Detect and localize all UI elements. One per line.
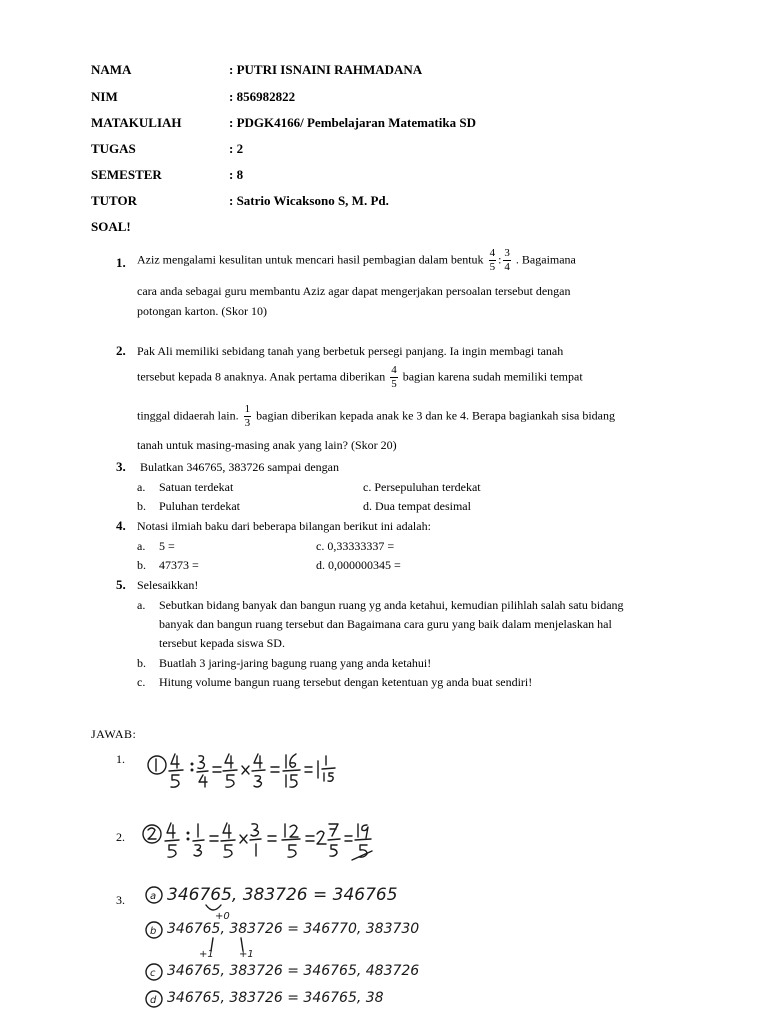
q2-line3	[137, 403, 615, 430]
jawab-title: JAWAB:	[91, 727, 137, 741]
q3-number: 3.	[116, 459, 126, 474]
q3-a-letter: a.	[137, 480, 146, 494]
hw3c-circle-letter: c	[150, 968, 156, 979]
q1-line3: potongan karton. (Skor 10)	[137, 304, 267, 318]
q3-text: Bulatkan 346765, 383726 sampai dengan	[140, 460, 339, 474]
q5-c-text: Hitung volume bangun ruang tersebut dengan ketentuan yg anda buat sendiri!	[159, 675, 533, 689]
q2-f2-num: 1	[244, 403, 251, 415]
q2-line2-post: bagian karena sudah memiliki tempat	[402, 369, 583, 384]
label-semester: SEMESTER	[91, 167, 162, 182]
q2-fraction-1	[390, 364, 398, 391]
label-nama: NAMA	[91, 62, 132, 77]
q1-line1	[137, 247, 576, 274]
q2-line2-pre: tersebut kepada 8 anaknya. Anak pertama diberikan	[137, 369, 386, 384]
q4-b-text: 47373 =	[159, 558, 199, 572]
q5-b-text: Buatlah 3 jaring-jaring bagung ruang yang anda ketahui!	[159, 656, 432, 670]
q5-a-letter: a.	[137, 598, 146, 612]
q3-c-text: c. Persepuluhan terdekat	[363, 480, 481, 494]
soal-title: SOAL!	[91, 219, 131, 234]
q4-d-text: d. 0,000000345 =	[316, 558, 401, 572]
q2-number: 2.	[116, 343, 126, 358]
q1-fraction-2	[503, 247, 511, 274]
hw3d-circle-letter: d	[150, 995, 157, 1006]
q5-a-line3: tersebut kepada siswa SD.	[159, 636, 285, 650]
q1-f2-den: 4	[504, 261, 510, 273]
q5-number: 5.	[116, 577, 126, 592]
value-nim: : 856982822	[229, 89, 296, 104]
q3-b-text: Puluhan terdekat	[159, 499, 240, 513]
q4-b-letter: b.	[137, 558, 146, 572]
q2-f2-den: 3	[244, 417, 251, 429]
q4-text: Notasi ilmiah baku dari beberapa bilangan berikut ini adalah:	[137, 519, 431, 533]
q5-c-letter: c.	[137, 675, 146, 689]
hw3d-text: 346765, 383726 = 346765, 38	[167, 990, 384, 1006]
q2-line4: tanah untuk masing-masing anak yang lain? (Skor 20)	[137, 438, 397, 452]
hw3c-text: 346765, 383726 = 346765, 483726	[167, 963, 420, 979]
q2-f1-num: 4	[391, 364, 397, 376]
value-nama: : PUTRI ISNAINI RAHMADANA	[229, 62, 423, 77]
q1-number: 1.	[116, 255, 126, 270]
label-tugas: TUGAS	[91, 141, 136, 156]
answer-1-number: 1.	[116, 752, 125, 766]
q4-number: 4.	[116, 518, 126, 533]
q3-d-text: d. Dua tempat desimal	[363, 499, 471, 513]
q2-f1-den: 5	[391, 378, 397, 390]
q2-line3-post: bagian diberikan kepada anak ke 3 dan ke 4. Berapa bagiankah sisa bidang	[256, 408, 616, 423]
q1-f1-num: 4	[489, 247, 496, 259]
q1-f1-den: 5	[489, 261, 496, 273]
value-semester: : 8	[229, 167, 244, 182]
q1-sep: :	[498, 252, 502, 267]
q2-line3-pre: tinggal didaerah lain.	[137, 408, 239, 423]
q5-a-line1: Sebutkan bidang banyak dan bangun ruang yg anda ketahui, kemudian pilihlah salah satu bidang	[159, 598, 624, 612]
q1-fraction-1	[489, 247, 497, 274]
hw3b-plus-mark-2: +1	[239, 949, 254, 960]
q3-b-letter: b.	[137, 499, 146, 513]
answer-3-number: 3.	[116, 893, 125, 907]
q1-line2: cara anda sebagai guru membantu Aziz agar dapat mengerjakan persoalan tersebut dengan	[137, 284, 571, 298]
q2-fraction-2	[244, 403, 252, 430]
q5-a-line2: banyak dan bangun ruang tersebut dan Bagaimana cara guru yang baik dalam menjelaskan hal	[159, 617, 612, 631]
handwritten-answer-1	[145, 748, 345, 792]
q1-text-post: . Bagaimana	[515, 252, 576, 267]
handwritten-answer-2	[140, 818, 380, 868]
value-matakuliah: : PDGK4166/ Pembelajaran Matematika SD	[229, 115, 476, 130]
value-tugas: : 2	[229, 141, 244, 156]
hw3b-text: 346765, 383726 = 346770, 383730	[167, 921, 420, 937]
label-matakuliah: MATAKULIAH	[91, 115, 182, 130]
hw3a-plus-mark: +0	[215, 911, 230, 922]
q2-line1: Pak Ali memiliki sebidang tanah yang berbetuk persegi panjang. Ia ingin membagi tanah	[137, 344, 564, 358]
value-tutor: : Satrio Wicaksono S, M. Pd.	[229, 193, 389, 208]
handwritten-answer-3	[143, 883, 420, 1013]
hw3b-circle-letter: b	[150, 926, 157, 937]
q4-a-letter: a.	[137, 539, 146, 553]
q5-b-letter: b.	[137, 656, 146, 670]
label-tutor: TUTOR	[91, 193, 137, 208]
q3-a-text: Satuan terdekat	[159, 480, 234, 494]
q1-text-pre: Aziz mengalami kesulitan untuk mencari hasil pembagian dalam bentuk	[137, 252, 484, 267]
q2-line2	[137, 364, 583, 391]
q5-text: Selesaikkan!	[137, 578, 199, 592]
q1-f2-num: 3	[504, 247, 510, 259]
hw3a-circle-letter: a	[150, 891, 157, 902]
hw3b-plus-mark-1: +1	[199, 949, 214, 960]
hw3a-text: 346765, 383726 = 346765	[167, 885, 398, 905]
q4-c-text: c. 0,33333337 =	[316, 539, 395, 553]
q4-a-text: 5 =	[159, 539, 175, 553]
answer-2-number: 2.	[116, 830, 125, 844]
label-nim: NIM	[91, 89, 118, 104]
